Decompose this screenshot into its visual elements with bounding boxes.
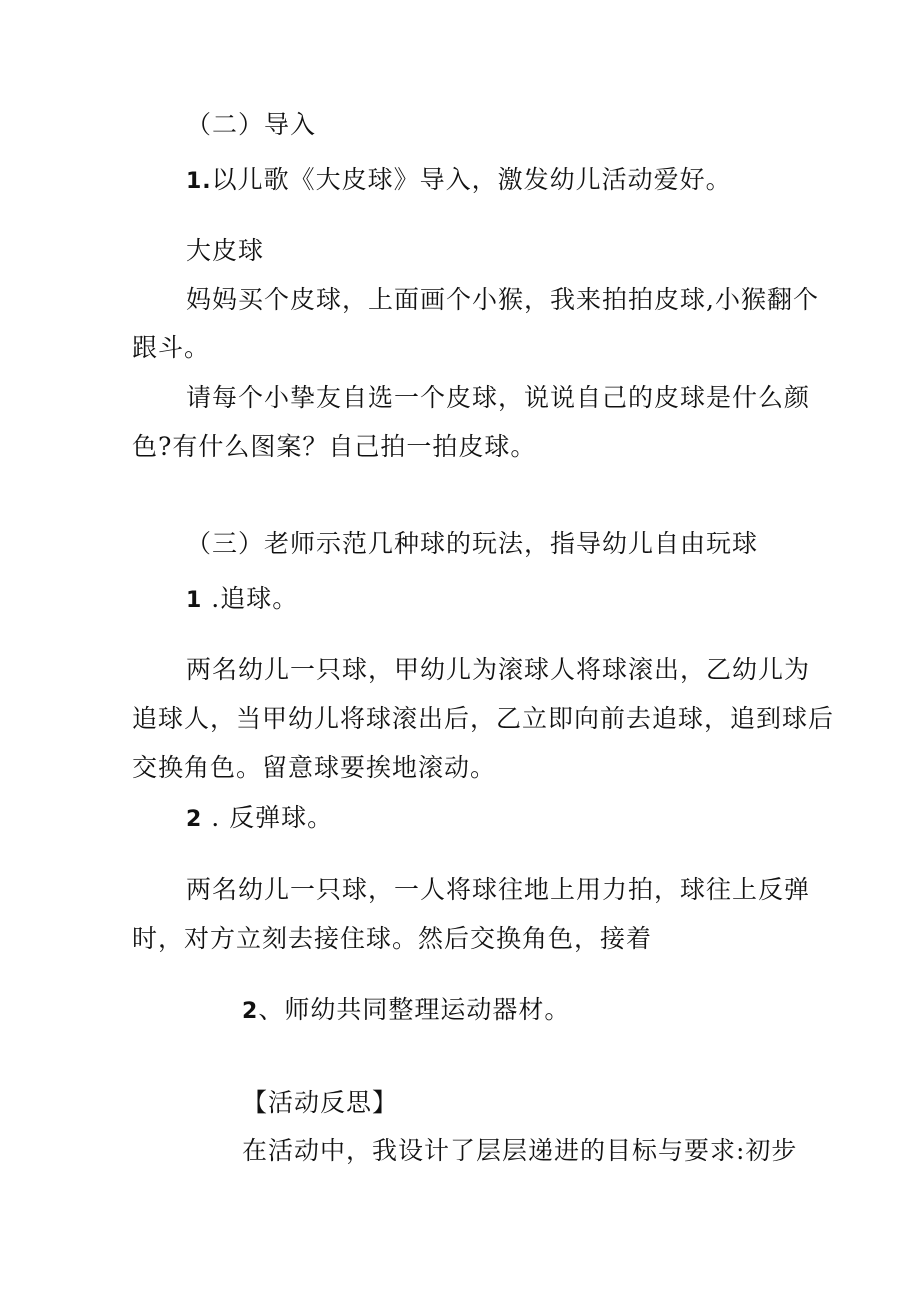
- demo-item-1-line-2: 追球人，当甲幼儿将球滚出后，乙立即向前去追球，追到球后: [132, 704, 835, 733]
- item-text: 以儿歌《大皮球》导入，激发幼儿活动爱好。: [211, 165, 732, 194]
- demo-item-1-line-3: 交换角色。留意球要挨地滚动。: [132, 753, 497, 782]
- demo-item-1-line-1: 两名幼儿一只球，甲幼儿为滚球人将球滚出，乙幼儿为: [186, 655, 811, 684]
- demo-item-2-line-2: 时，对方立刻去接住球。然后交换角色，接着: [132, 924, 653, 953]
- demo-item-2: [186, 801, 333, 837]
- item-text: . 反弹球。: [211, 803, 334, 832]
- section-heading-intro: （二）导入: [186, 110, 317, 139]
- item-number: 1: [186, 588, 203, 613]
- demo-item-3: [242, 993, 570, 1029]
- item-number: 2: [242, 999, 259, 1024]
- demo-item-1: [186, 582, 298, 618]
- demo-item-2-line-1: 两名幼儿一只球，一人将球往地上用力拍，球往上反弹: [186, 875, 811, 904]
- intro-item-1: [186, 163, 732, 199]
- item-text: .追球。: [211, 584, 299, 613]
- reflection-line-1: 在活动中，我设计了层层递进的目标与要求:初步: [242, 1136, 798, 1165]
- item-number: 2: [186, 807, 203, 832]
- song-lyrics-line-1: 妈妈买个皮球，上面画个小猴，我来拍拍皮球,小猴翻个: [186, 285, 819, 314]
- item-number: 1.: [186, 169, 212, 194]
- song-title: 大皮球: [186, 236, 265, 265]
- item-text: 、师幼共同整理运动器材。: [258, 995, 571, 1024]
- song-lyrics-line-2: 跟斗。: [132, 333, 211, 362]
- intro-question-line-2: 色?有什么图案？自己拍一拍皮球。: [132, 432, 537, 461]
- section-heading-reflection: 【活动反思】: [242, 1088, 399, 1117]
- section-heading-demo: （三）老师示范几种球的玩法，指导幼儿自由玩球: [186, 529, 759, 558]
- intro-question-line-1: 请每个小挚友自选一个皮球，说说自己的皮球是什么颜: [186, 383, 811, 412]
